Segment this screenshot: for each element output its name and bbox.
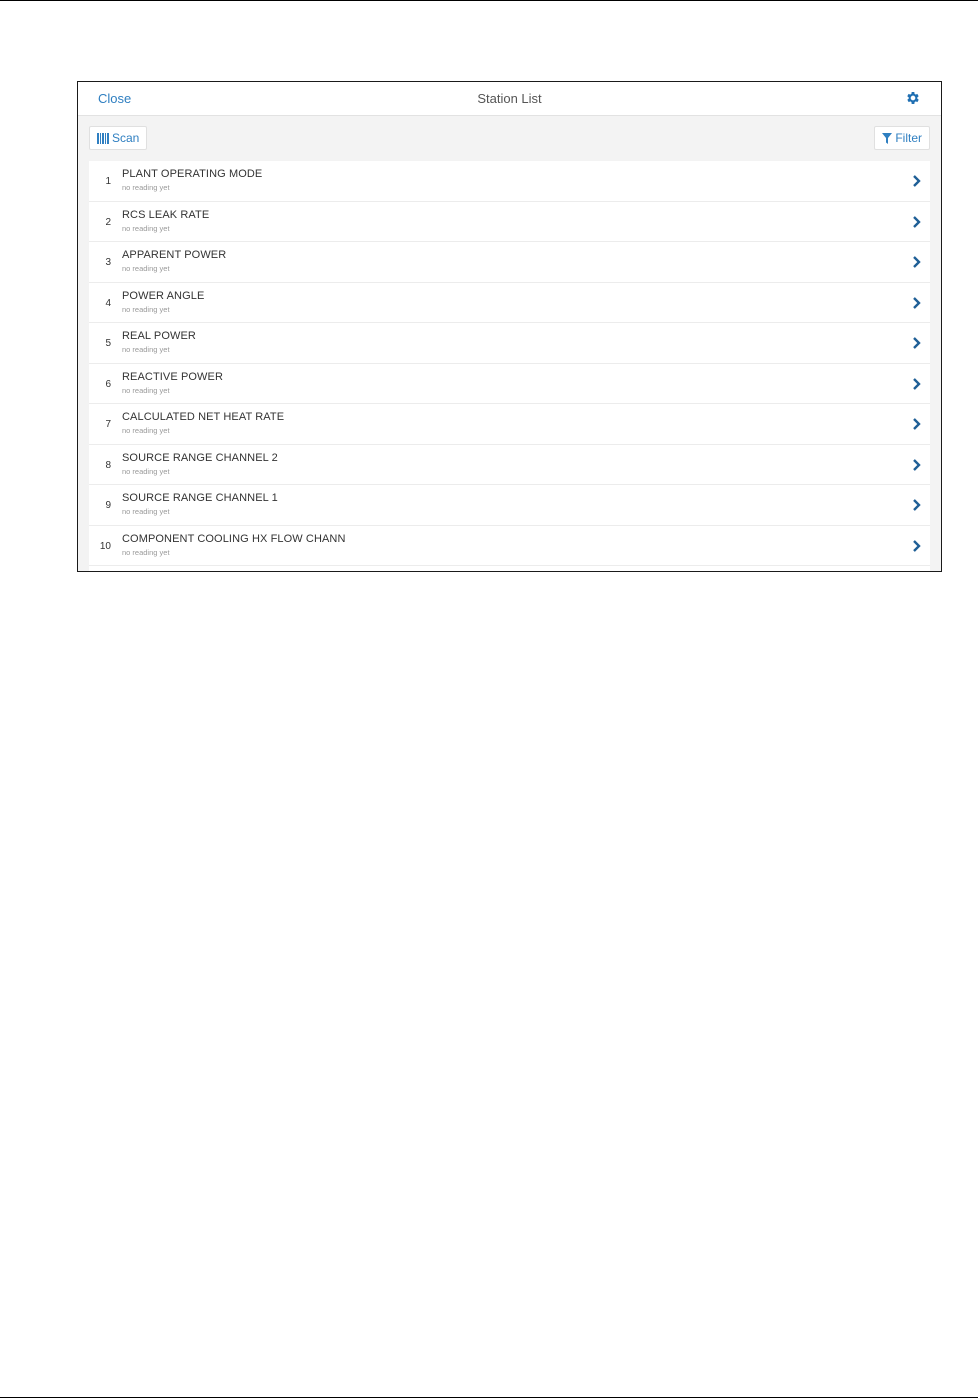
station-status: no reading yet	[122, 264, 170, 273]
station-status: no reading yet	[122, 345, 170, 354]
station-number: 10	[99, 540, 111, 552]
station-name: SOURCE RANGE CHANNEL 2	[122, 451, 278, 464]
station-number: 3	[105, 257, 111, 268]
barcode-icon	[97, 133, 109, 144]
station-name: PLANT OPERATING MODE	[122, 168, 263, 180]
station-status: no reading yet	[122, 466, 170, 476]
list-item[interactable]	[89, 526, 930, 567]
close-button[interactable]: Close	[98, 91, 132, 106]
station-number: 6	[105, 378, 111, 390]
station-name: COMPONENT COOLING HX FLOW CHANN	[122, 532, 346, 545]
list-item[interactable]	[89, 283, 930, 324]
station-name: REACTIVE POWER	[122, 370, 224, 383]
chevron-right-icon	[912, 175, 922, 187]
chevron-right-icon	[912, 540, 922, 552]
station-number: 9	[105, 500, 111, 511]
list-item[interactable]	[89, 364, 930, 405]
toolbar	[78, 116, 941, 160]
page-bottom-rule	[0, 1397, 978, 1398]
station-status: no reading yet	[122, 223, 170, 233]
filter-icon	[882, 133, 892, 144]
station-list-window	[77, 81, 942, 572]
station-name: POWER ANGLE	[122, 289, 205, 302]
list-item[interactable]	[89, 404, 930, 445]
station-status: no reading yet	[122, 547, 170, 557]
chevron-right-icon	[912, 378, 922, 390]
station-name: CALCULATED NET HEAT RATE	[122, 411, 285, 423]
gear-icon[interactable]	[905, 90, 921, 106]
station-status: no reading yet	[122, 426, 170, 435]
chevron-right-icon	[912, 499, 922, 511]
chevron-right-icon	[912, 337, 922, 349]
chevron-right-icon	[912, 418, 922, 430]
station-number: 5	[105, 338, 111, 349]
station-status: no reading yet	[122, 304, 170, 314]
station-status: no reading yet	[122, 385, 170, 395]
station-name: REAL POWER	[122, 330, 196, 342]
list-item[interactable]	[89, 202, 930, 243]
filter-label: Filter	[895, 131, 922, 145]
filter-button[interactable]	[874, 126, 930, 150]
chevron-right-icon	[912, 256, 922, 268]
nav-bar	[78, 82, 941, 116]
station-number: 4	[105, 297, 111, 309]
station-number: 2	[105, 216, 111, 228]
station-number: 7	[105, 419, 111, 430]
list-item[interactable]	[89, 242, 930, 283]
list-item[interactable]	[89, 161, 930, 202]
list-item[interactable]	[89, 445, 930, 486]
chevron-right-icon	[912, 297, 922, 309]
station-name: APPARENT POWER	[122, 249, 227, 261]
station-list	[89, 161, 930, 571]
scan-button[interactable]	[89, 126, 147, 150]
list-item[interactable]	[89, 323, 930, 364]
chevron-right-icon	[912, 459, 922, 471]
page-title: Station List	[477, 91, 542, 106]
station-number: 1	[105, 176, 111, 187]
list-item[interactable]	[89, 485, 930, 526]
chevron-right-icon	[912, 216, 922, 228]
station-status: no reading yet	[122, 183, 170, 192]
page-top-rule	[0, 0, 978, 1]
station-name: RCS LEAK RATE	[122, 208, 210, 221]
station-name: SOURCE RANGE CHANNEL 1	[122, 492, 278, 504]
scan-label: Scan	[112, 131, 140, 145]
station-number: 8	[105, 459, 111, 471]
station-status: no reading yet	[122, 507, 170, 516]
